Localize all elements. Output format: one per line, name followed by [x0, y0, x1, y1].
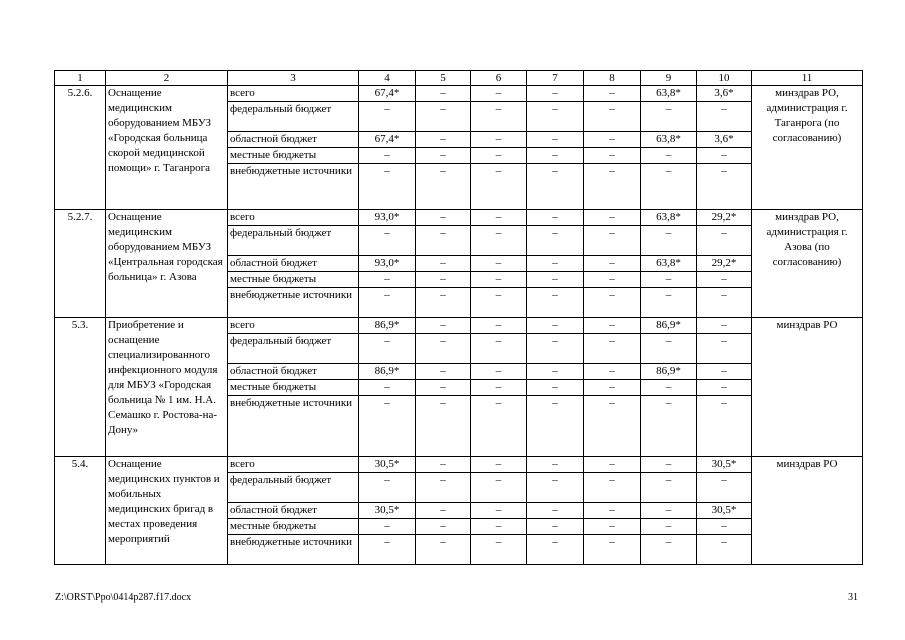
value-cell: – [584, 380, 641, 396]
value-cell: – [471, 396, 527, 457]
value-cell: – [641, 272, 697, 288]
value-cell: – [527, 334, 584, 364]
value-cell: – [641, 396, 697, 457]
value-cell: 30,5* [697, 503, 752, 519]
value-cell: 29,2* [697, 210, 752, 226]
value-cell: – [641, 519, 697, 535]
value-cell: – [359, 396, 416, 457]
header-cell: 5 [416, 71, 471, 86]
item-name: Оснащение медицинским оборудованием МБУЗ «Центральная городская больница» г. Азова [106, 210, 228, 318]
value-cell: – [527, 519, 584, 535]
value-cell: – [416, 364, 471, 380]
value-cell: – [697, 519, 752, 535]
value-cell: – [416, 164, 471, 210]
value-cell: – [416, 535, 471, 565]
value-cell: – [527, 86, 584, 102]
value-cell: – [584, 519, 641, 535]
value-cell: – [527, 396, 584, 457]
value-cell: – [527, 535, 584, 565]
header-cell: 4 [359, 71, 416, 86]
value-cell: – [471, 318, 527, 334]
value-cell: – [584, 226, 641, 256]
value-cell: 67,4* [359, 86, 416, 102]
value-cell: – [527, 256, 584, 272]
value-cell: – [359, 148, 416, 164]
value-cell: – [584, 503, 641, 519]
value-cell: – [359, 164, 416, 210]
value-cell: – [527, 364, 584, 380]
value-cell: – [359, 288, 416, 318]
value-cell: – [697, 364, 752, 380]
value-cell: 3,6* [697, 132, 752, 148]
value-cell: – [584, 86, 641, 102]
value-cell: 30,5* [359, 457, 416, 473]
value-cell: – [527, 132, 584, 148]
value-cell: – [527, 102, 584, 132]
funding-source: внебюджетные источники [228, 288, 359, 318]
value-cell: – [697, 396, 752, 457]
value-cell: – [697, 272, 752, 288]
funding-source: местные бюджеты [228, 519, 359, 535]
value-cell: – [527, 318, 584, 334]
value-cell: – [697, 164, 752, 210]
table-row [55, 86, 863, 102]
value-cell: – [471, 288, 527, 318]
value-cell: – [527, 473, 584, 503]
funding-source: областной бюджет [228, 132, 359, 148]
value-cell: 86,9* [641, 364, 697, 380]
value-cell: – [359, 272, 416, 288]
funding-source: областной бюджет [228, 503, 359, 519]
value-cell: – [697, 226, 752, 256]
value-cell: – [584, 535, 641, 565]
funding-source: всего [228, 318, 359, 334]
value-cell: – [641, 503, 697, 519]
value-cell: – [471, 503, 527, 519]
value-cell: – [416, 318, 471, 334]
value-cell: – [527, 457, 584, 473]
funding-source: местные бюджеты [228, 272, 359, 288]
value-cell: – [471, 210, 527, 226]
item-name: Оснащение медицинским оборудованием МБУЗ «Городская больница скорой медицинской помощи» г. Таганрога [106, 86, 228, 210]
value-cell: – [416, 148, 471, 164]
responsible-party: минздрав РО [752, 318, 863, 457]
value-cell: – [641, 457, 697, 473]
item-number: 5.2.6. [55, 86, 106, 210]
value-cell: – [416, 396, 471, 457]
value-cell: – [416, 256, 471, 272]
value-cell: – [471, 132, 527, 148]
funding-source: местные бюджеты [228, 380, 359, 396]
header-cell: 3 [228, 71, 359, 86]
funding-source: всего [228, 210, 359, 226]
value-cell: – [416, 503, 471, 519]
value-cell: – [584, 256, 641, 272]
value-cell: – [359, 226, 416, 256]
value-cell: – [697, 380, 752, 396]
value-cell: – [641, 288, 697, 318]
value-cell: – [471, 473, 527, 503]
value-cell: – [527, 380, 584, 396]
value-cell: – [359, 102, 416, 132]
value-cell: – [359, 535, 416, 565]
header-cell: 1 [55, 71, 106, 86]
value-cell: – [471, 457, 527, 473]
value-cell: – [471, 380, 527, 396]
value-cell: – [527, 210, 584, 226]
header-row [55, 71, 863, 86]
value-cell: – [697, 334, 752, 364]
value-cell: – [641, 380, 697, 396]
item-number: 5.3. [55, 318, 106, 457]
value-cell: – [416, 380, 471, 396]
value-cell: – [416, 334, 471, 364]
value-cell: – [471, 226, 527, 256]
budget-table [54, 70, 863, 565]
value-cell: – [584, 457, 641, 473]
funding-source: областной бюджет [228, 256, 359, 272]
value-cell: – [471, 256, 527, 272]
value-cell: – [527, 288, 584, 318]
value-cell: – [641, 226, 697, 256]
value-cell: – [584, 318, 641, 334]
value-cell: – [584, 288, 641, 318]
value-cell: – [471, 148, 527, 164]
item-name: Оснащение медицинских пунктов и мобильных медицинских бригад в местах проведения мероприятий [106, 457, 228, 565]
value-cell: – [641, 148, 697, 164]
value-cell: 63,8* [641, 86, 697, 102]
value-cell: – [641, 334, 697, 364]
value-cell: – [527, 272, 584, 288]
value-cell: – [359, 380, 416, 396]
value-cell: 30,5* [359, 503, 416, 519]
funding-source: внебюджетные источники [228, 164, 359, 210]
table-row [55, 318, 863, 334]
value-cell: – [697, 473, 752, 503]
funding-source: федеральный бюджет [228, 102, 359, 132]
value-cell: – [471, 519, 527, 535]
funding-source: всего [228, 86, 359, 102]
responsible-party: минздрав РО [752, 457, 863, 565]
value-cell: – [584, 396, 641, 457]
value-cell: 29,2* [697, 256, 752, 272]
responsible-party: минздрав РО, администрация г. Таганрога (по согласованию) [752, 86, 863, 210]
funding-source: федеральный бюджет [228, 226, 359, 256]
value-cell: – [416, 457, 471, 473]
value-cell: – [584, 102, 641, 132]
funding-source: федеральный бюджет [228, 473, 359, 503]
value-cell: – [471, 102, 527, 132]
value-cell: – [527, 148, 584, 164]
value-cell: – [641, 473, 697, 503]
value-cell: – [584, 148, 641, 164]
value-cell: 3,6* [697, 86, 752, 102]
footer-file-path: Z:\ORST\Ppo\0414p287.f17.docx [55, 592, 192, 603]
value-cell: – [471, 364, 527, 380]
value-cell: – [697, 318, 752, 334]
page-number: 31 [848, 592, 858, 603]
value-cell: – [697, 288, 752, 318]
value-cell: – [697, 535, 752, 565]
funding-source: всего [228, 457, 359, 473]
value-cell: 63,8* [641, 132, 697, 148]
value-cell: – [471, 86, 527, 102]
value-cell: – [641, 164, 697, 210]
value-cell: – [416, 132, 471, 148]
value-cell: – [416, 288, 471, 318]
value-cell: – [359, 519, 416, 535]
value-cell: – [697, 102, 752, 132]
value-cell: – [471, 334, 527, 364]
value-cell: 86,9* [359, 318, 416, 334]
header-cell: 6 [471, 71, 527, 86]
item-number: 5.2.7. [55, 210, 106, 318]
funding-source: областной бюджет [228, 364, 359, 380]
value-cell: 93,0* [359, 210, 416, 226]
value-cell: – [584, 132, 641, 148]
header-cell: 7 [527, 71, 584, 86]
header-cell: 11 [752, 71, 863, 86]
value-cell: – [527, 503, 584, 519]
value-cell: 86,9* [641, 318, 697, 334]
table-row [55, 457, 863, 473]
header-cell: 2 [106, 71, 228, 86]
header-cell: 9 [641, 71, 697, 86]
value-cell: 63,8* [641, 210, 697, 226]
value-cell: – [641, 535, 697, 565]
value-cell: – [584, 210, 641, 226]
value-cell: 63,8* [641, 256, 697, 272]
header-cell: 8 [584, 71, 641, 86]
value-cell: – [641, 102, 697, 132]
value-cell: – [527, 164, 584, 210]
value-cell: – [584, 334, 641, 364]
value-cell: – [697, 148, 752, 164]
value-cell: 67,4* [359, 132, 416, 148]
value-cell: – [416, 102, 471, 132]
value-cell: – [471, 535, 527, 565]
value-cell: – [359, 334, 416, 364]
funding-source: местные бюджеты [228, 148, 359, 164]
value-cell: – [416, 86, 471, 102]
value-cell: – [416, 473, 471, 503]
value-cell: – [584, 272, 641, 288]
value-cell: – [471, 272, 527, 288]
funding-source: внебюджетные источники [228, 535, 359, 565]
value-cell: – [416, 272, 471, 288]
item-name: Приобретение и оснащение специализированного инфекционного модуля для МБУЗ «Городская больница № 1 им. Н.А. Семашко г. Ростова-на-Дону» [106, 318, 228, 457]
value-cell: 86,9* [359, 364, 416, 380]
header-cell: 10 [697, 71, 752, 86]
item-number: 5.4. [55, 457, 106, 565]
value-cell: – [584, 164, 641, 210]
value-cell: – [527, 226, 584, 256]
value-cell: – [584, 364, 641, 380]
table-body [55, 71, 863, 565]
value-cell: – [359, 473, 416, 503]
value-cell: – [416, 519, 471, 535]
responsible-party: минздрав РО, администрация г. Азова (по согласованию) [752, 210, 863, 318]
table-row [55, 210, 863, 226]
funding-source: внебюджетные источники [228, 396, 359, 457]
value-cell: – [584, 473, 641, 503]
funding-source: федеральный бюджет [228, 334, 359, 364]
value-cell: 93,0* [359, 256, 416, 272]
value-cell: – [416, 226, 471, 256]
value-cell: – [416, 210, 471, 226]
value-cell: 30,5* [697, 457, 752, 473]
value-cell: – [471, 164, 527, 210]
